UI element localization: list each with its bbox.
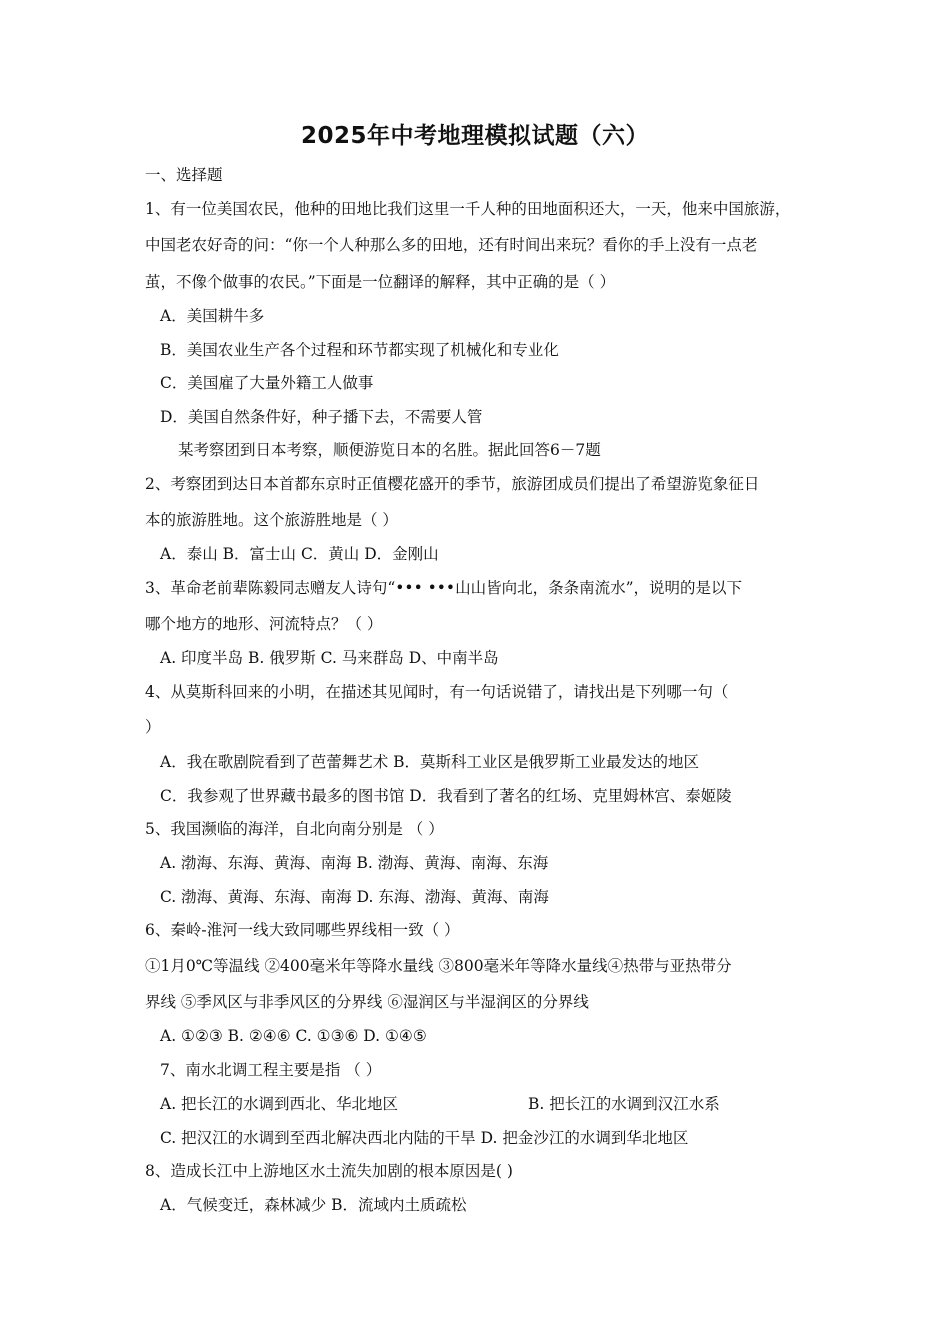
q7-option-b: B. 把长江的水调到汉江水系 xyxy=(528,1095,720,1113)
q1-option-b: B．美国农业生产各个过程和环节都实现了机械化和专业化 xyxy=(160,341,559,359)
q5-stem: 5、我国濒临的海洋，自北向南分别是 （ ） xyxy=(145,820,444,838)
q2-stem-line1: 2、考察团到达日本首都东京时正值樱花盛开的季节，旅游团成员们提出了希望游览象征日 xyxy=(145,475,760,493)
q1-stem-line2: 中国老农好奇的问：“你一个人种那么多的田地，还有时间出来玩？看你的手上没有一点老 xyxy=(145,236,758,254)
q1-stem-line1: 1、有一位美国农民，他种的田地比我们这里一千人种的田地面积还大，一天，他来中国旅游， xyxy=(145,200,791,218)
q1-option-a: A．美国耕牛多 xyxy=(160,307,265,325)
q6-items-line2: 界线 ⑤季风区与非季风区的分界线 ⑥湿润区与半湿润区的分界线 xyxy=(145,993,589,1011)
q8-options-ab: A．气候变迁，森林减少 B．流域内土质疏松 xyxy=(160,1196,467,1214)
q2-options: A．泰山 B．富士山 C．黄山 D．金刚山 xyxy=(160,545,439,563)
q6-items-line1: ①1月0℃等温线 ②400毫米年等降水量线 ③800毫米年等降水量线④热带与亚热带分 xyxy=(145,957,732,975)
q3-stem-line1: 3、革命老前辈陈毅同志赠友人诗句“••• •••山山皆向北，条条南流水”，说明的是以下 xyxy=(145,579,742,597)
q6-options: A. ①②③ B. ②④⑥ C. ①③⑥ D. ①④⑤ xyxy=(160,1027,427,1045)
q1-stem-line3: 茧，不像个做事的农民。”下面是一位翻译的解释，其中正确的是（ ） xyxy=(145,273,616,291)
section-heading: 一、选择题 xyxy=(145,166,223,184)
q6-stem: 6、秦岭-淮河一线大致同哪些界线相一致（ ） xyxy=(145,921,460,939)
q4-options-cd: C．我参观了世界藏书最多的图书馆 D．我看到了著名的红场、克里姆林宫、泰姬陵 xyxy=(160,787,732,805)
q2-stem-line2: 本的旅游胜地。这个旅游胜地是（ ） xyxy=(145,511,398,529)
page-title: 2025年中考地理模拟试题（六） xyxy=(300,123,649,149)
q4-stem-line2: ） xyxy=(145,718,161,736)
q1-option-d: D．美国自然条件好，种子播下去，不需要人管 xyxy=(160,408,483,426)
q5-options-cd: C. 渤海、黄海、东海、南海 D. 东海、渤海、黄海、南海 xyxy=(160,888,549,906)
q4-stem-line1: 4、从莫斯科回来的小明，在描述其见闻时，有一句话说错了，请找出是下列哪一句（ xyxy=(145,683,729,701)
q4-options-ab: A．我在歌剧院看到了芭蕾舞艺术 B．莫斯科工业区是俄罗斯工业最发达的地区 xyxy=(160,753,700,771)
q8-stem: 8、造成长江中上游地区水土流失加剧的根本原因是( ) xyxy=(145,1162,513,1180)
q7-stem: 7、南水北调工程主要是指 （ ） xyxy=(160,1061,382,1079)
q3-stem-line2: 哪个地方的地形、河流特点？（ ） xyxy=(145,615,383,633)
q1-option-c: C．美国雇了大量外籍工人做事 xyxy=(160,374,374,392)
q6-7-intro: 某考察团到日本考察，顺便游览日本的名胜。据此回答6－7题 xyxy=(178,441,601,459)
q5-options-ab: A. 渤海、东海、黄海、南海 B. 渤海、黄海、南海、东海 xyxy=(160,854,549,872)
q7-option-a: A. 把长江的水调到西北、华北地区 xyxy=(160,1095,399,1113)
q3-options: A. 印度半岛 B. 俄罗斯 C. 马来群岛 D、中南半岛 xyxy=(160,649,499,667)
q7-options-cd: C. 把汉江的水调到至西北解决西北内陆的干旱 D. 把金沙江的水调到华北地区 xyxy=(160,1129,689,1147)
